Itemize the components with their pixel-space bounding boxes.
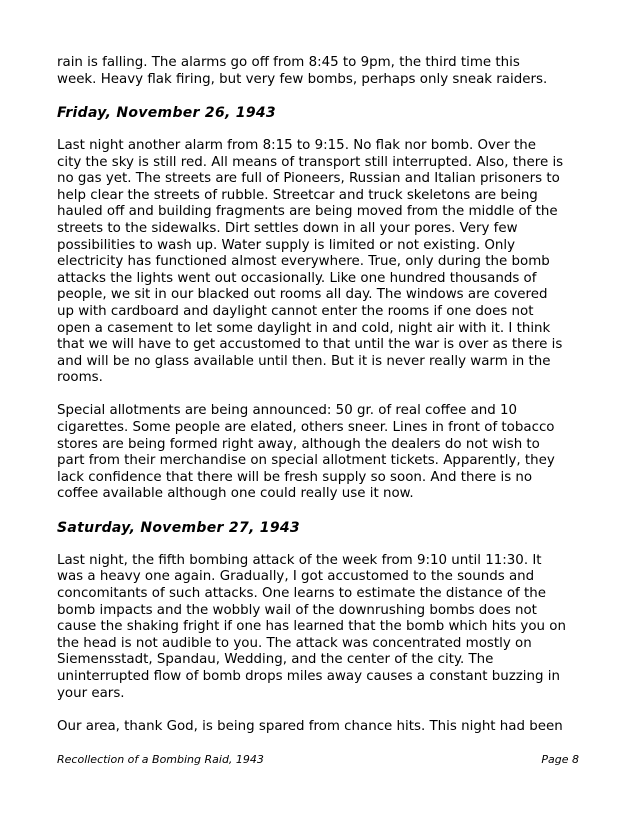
paragraph: rain is falling. The alarms go off from 8:45 to 9pm, the third time this week. Heavy flak firing, but very few bombs, perhaps only sneak raiders. bbox=[57, 55, 548, 87]
footer-title: Recollection of a Bombing Raid, 1943 bbox=[57, 753, 264, 766]
paragraph-spacer bbox=[57, 536, 579, 553]
date-heading: Saturday, November 27, 1943 bbox=[57, 519, 300, 536]
paragraph: Last night, the fifth bombing attack of the week from 9:10 until 11:30. It was a heavy one again. Gradually, I got accustomed to the sounds and concomitants of such attacks. One learns to estimate the distance of the bomb impacts and the wobbly wail of the downrushing bombs does not cause the shaking fright if one has learned that the bomb which hits you on the head is not audible to you. The attack was concentrated mostly on Siemensstadt, Spandau, Wedding, and the center of the city. The uninterrupted flow of bomb drops miles away causes a constant buzzing in your ears. bbox=[57, 552, 566, 701]
paragraph-spacer bbox=[57, 387, 579, 404]
page-number: Page 8 bbox=[541, 753, 579, 766]
paragraph: Our area, thank God, is being spared from chance hits. This night had been bbox=[57, 718, 563, 734]
paragraph: Last night another alarm from 8:15 to 9:15. No flak nor bomb. Over the city the sky is still red. All means of transport still interrupted. Also, there is no gas yet. The streets are full of Pioneers, Russian and Italian prisoners to help clear the streets of rubble. Streetcar and truck skeletons are being hauled off and building fragments are being moved from the middle of the streets to the sidewalks. Dirt settles down in all your pores. Very few possibilities to wash up. Water supply is limited or not existing. Only electricity has functioned almost everywhere. True, only during the bomb attacks the lights went out occasionally. Like one hundred thousands of people, we sit in our blacked out rooms all day. The windows are covered up with cardboard and daylight cannot enter the rooms if one does not open a casement to let some daylight in and cold, night air with it. I think that we will have to get accustomed to that until the war is over as there is and will be no glass available until then. But it is never really warm in the rooms. bbox=[57, 137, 564, 386]
paragraph-spacer bbox=[57, 121, 579, 138]
date-heading: Friday, November 26, 1943 bbox=[57, 104, 276, 121]
paragraph-spacer bbox=[57, 503, 579, 520]
paragraph-spacer bbox=[57, 702, 579, 719]
paragraph-spacer bbox=[57, 88, 579, 105]
document-body bbox=[57, 55, 579, 735]
paragraph: Special allotments are being announced: 50 gr. of real coffee and 10 cigarettes. Some people are elated, others sneer. Lines in front of tobacco stores are being formed right away, although the dealers do not wish to part from their merchandise on special allotment tickets. Apparently, they lack confidence that there will be fresh supply so soon. And there is no coffee available although one could really use it now. bbox=[57, 403, 555, 502]
page-footer bbox=[57, 753, 579, 767]
